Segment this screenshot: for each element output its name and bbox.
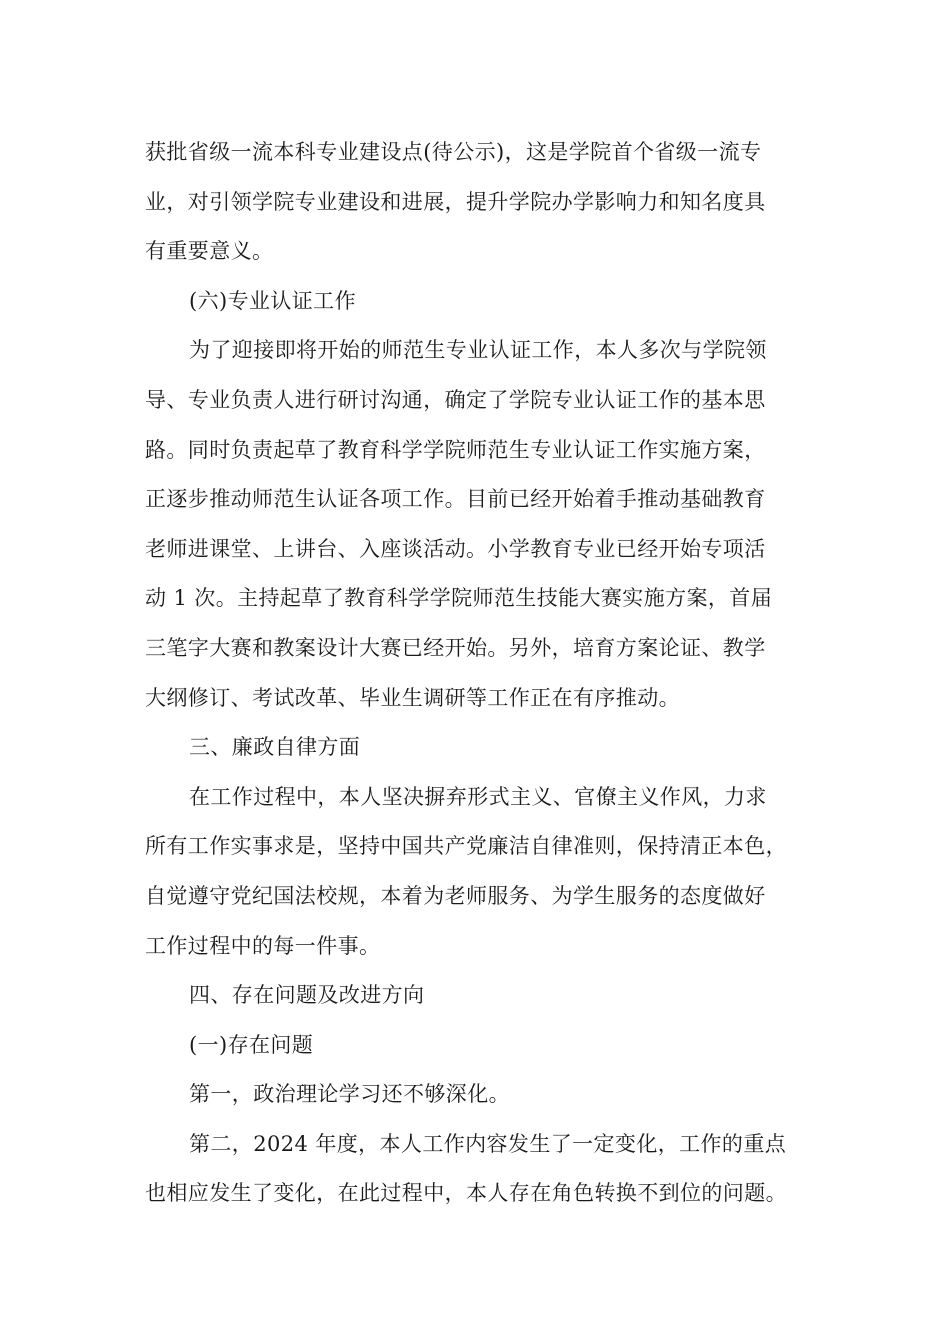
text-line: 工作过程中的每一件事。 bbox=[145, 933, 381, 958]
text-line: 第一，政治理论学习还不够深化。 bbox=[189, 1082, 510, 1107]
text-line: 四、存在问题及改进方向 bbox=[189, 983, 425, 1008]
text-line: 三、廉政自律方面 bbox=[189, 735, 361, 760]
text-line: 正逐步推动师范生认证各项工作。目前已经开始着手推动基础教育 bbox=[145, 487, 766, 512]
text-line: 老师进课堂、上讲台、入座谈活动。小学教育专业已经开始专项活 bbox=[145, 536, 766, 561]
text-line: 有重要意义。 bbox=[145, 239, 274, 264]
text-line: 也相应发生了变化，在此过程中，本人存在角色转换不到位的问题。 bbox=[145, 1181, 787, 1206]
text-line: (六)专业认证工作 bbox=[189, 288, 356, 313]
text-line: 自觉遵守党纪国法校规，本着为老师服务、为学生服务的态度做好 bbox=[145, 883, 766, 908]
text-line: 为了迎接即将开始的师范生专业认证工作，本人多次与学院领 bbox=[189, 338, 767, 363]
text-line: 导、专业负责人进行研讨沟通，确定了学院专业认证工作的基本思 bbox=[145, 387, 766, 412]
paragraph bbox=[145, 971, 815, 1021]
text-line: 路。同时负责起草了教育科学学院师范生专业认证工作实施方案， bbox=[145, 437, 766, 462]
text-line: 所有工作实事求是，坚持中国共产党廉洁自律准则，保持清正本色， bbox=[145, 834, 787, 859]
paragraph bbox=[145, 723, 815, 773]
paragraph bbox=[145, 128, 815, 277]
paragraph bbox=[145, 1021, 815, 1071]
text-line: 业，对引领学院专业建设和进展，提升学院办学影响力和知名度具 bbox=[145, 189, 766, 214]
text-line: 在工作过程中，本人坚决摒弃形式主义、官僚主义作风，力求 bbox=[189, 784, 767, 809]
text-line: (一)存在问题 bbox=[189, 1032, 314, 1057]
paragraph bbox=[145, 326, 815, 723]
document-body bbox=[145, 128, 815, 1219]
text-line: 获批省级一流本科专业建设点(待公示)，这是学院首个省级一流专 bbox=[145, 140, 762, 164]
paragraph bbox=[145, 277, 815, 327]
paragraph bbox=[145, 1070, 815, 1120]
text-line: 大纲修订、考试改革、毕业生调研等工作正在有序推动。 bbox=[145, 685, 680, 710]
text-line: 第二，2024 年度，本人工作内容发生了一定变化，工作的重点 bbox=[189, 1131, 787, 1156]
text-line: 动 1 次。主持起草了教育科学学院师范生技能大赛实施方案，首届 bbox=[145, 586, 773, 611]
paragraph bbox=[145, 1120, 815, 1219]
text-line: 三笔字大赛和教案设计大赛已经开始。另外，培育方案论证、教学 bbox=[145, 635, 766, 660]
paragraph bbox=[145, 773, 815, 971]
